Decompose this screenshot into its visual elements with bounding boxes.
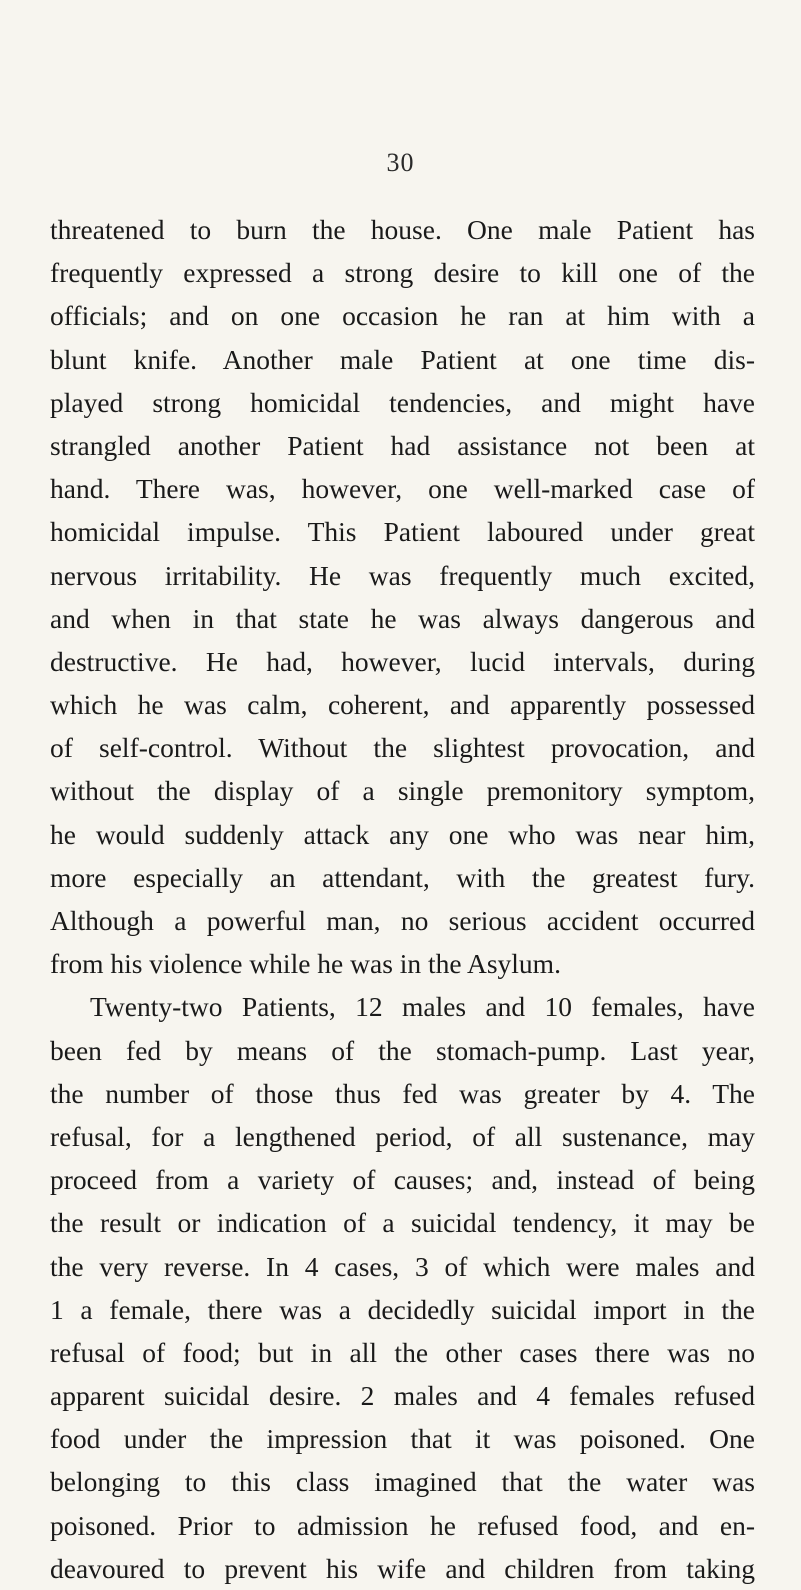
text-line: deavoured to prevent his wife and children from taking (50, 1552, 755, 1584)
text-line: without the display of a single premonitory symptom, (50, 775, 755, 807)
text-line: played strong homicidal tendencies, and might have (50, 386, 755, 418)
text-line: apparent suicidal desire. 2 males and 4 females refused (50, 1380, 755, 1412)
text-line: 1 a female, there was a decidedly suicidal import in the (50, 1293, 755, 1325)
text-line: the very reverse. In 4 cases, 3 of which were males and (50, 1250, 755, 1282)
text-line: been fed by means of the stomach-pump. Last year, (50, 1034, 755, 1066)
text-line: threatened to burn the house. One male Patient has (50, 214, 755, 245)
text-line: refusal, for a lengthened period, of all sustenance, may (50, 1120, 755, 1152)
text-line: belonging to this class imagined that the water was (50, 1466, 755, 1498)
text-line: the number of those thus fed was greater by 4. The (50, 1077, 755, 1109)
text-line: and when in that state he was always dangerous and (50, 602, 755, 634)
text-line: destructive. He had, however, lucid intervals, during (50, 645, 755, 677)
paragraph-start-line: Twenty-two Patients, 12 males and 10 females, have (90, 991, 755, 1023)
text-line: blunt knife. Another male Patient at one time dis- (50, 343, 755, 375)
page-number: 30 (386, 148, 415, 177)
text-line: homicidal impulse. This Patient laboured under great (50, 516, 755, 548)
text-line: he would suddenly attack any one who was near him, (50, 818, 755, 850)
text-line: Although a powerful man, no serious accident occurred (50, 905, 755, 936)
text-line: frequently expressed a strong desire to kill one of the (50, 257, 755, 289)
text-line: more especially an attendant, with the greatest fury. (50, 861, 755, 893)
text-line: refusal of food; but in all the other cases there was no (50, 1336, 755, 1368)
text-line: nervous irritability. He was frequently much excited, (50, 559, 755, 591)
text-line: food under the impression that it was poisoned. One (50, 1423, 755, 1455)
text-line: proceed from a variety of causes; and, instead of being (50, 1164, 755, 1196)
text-line: of self-control. Without the slightest provocation, and (50, 732, 755, 764)
body-text (50, 208, 755, 1590)
text-line: hand. There was, however, one well-marked case of (50, 473, 755, 505)
paragraph-end-line: from his violence while he was in the Asylum. (50, 948, 561, 980)
text-line: officials; and on one occasion he ran at him with a (50, 300, 755, 332)
text-line: which he was calm, coherent, and apparently possessed (50, 689, 755, 721)
text-line: the result or indication of a suicidal tendency, it may be (50, 1207, 755, 1239)
text-line: strangled another Patient had assistance not been at (50, 429, 755, 461)
text-line: poisoned. Prior to admission he refused food, and en- (50, 1509, 755, 1541)
